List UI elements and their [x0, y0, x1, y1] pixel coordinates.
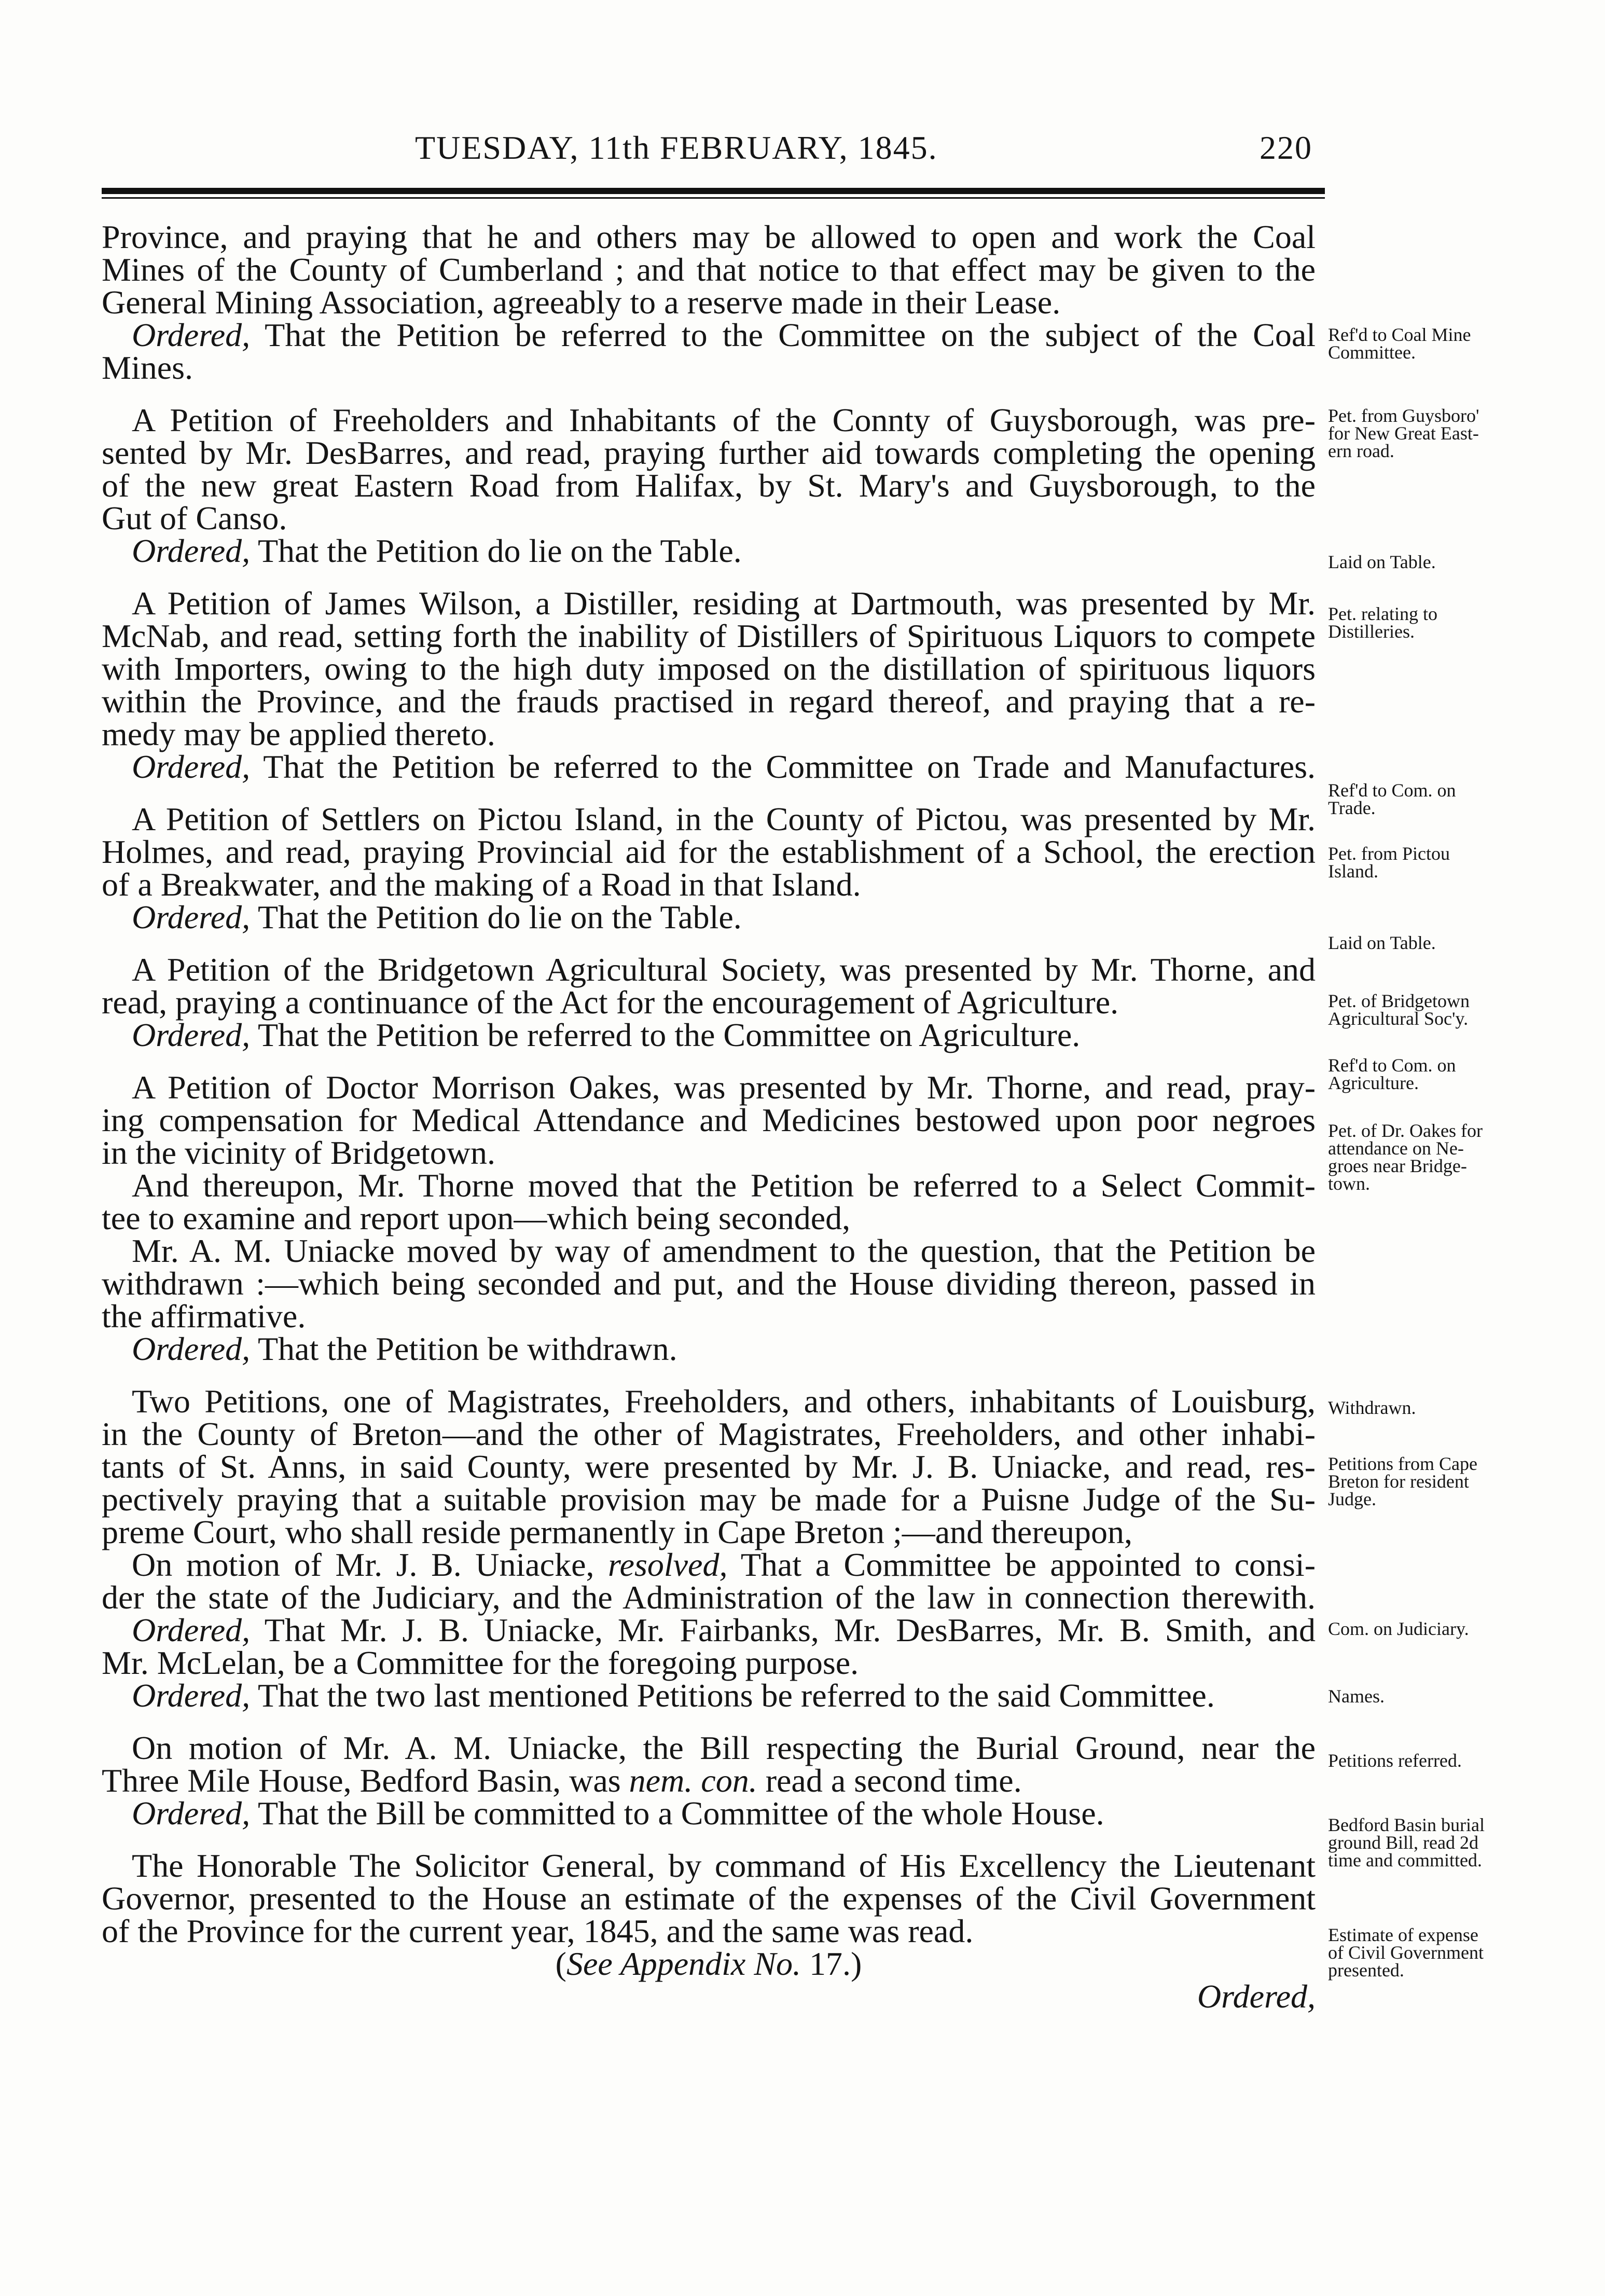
line-text: McNab, and read, setting forth the inability of Distillers of Spirituous Liquors to compete	[102, 617, 1316, 654]
text-line	[102, 1234, 1316, 1267]
margin-note-line: Pet. from Guysboro'	[1328, 405, 1479, 426]
margin-note-line: Pet. of Dr. Oakes for	[1328, 1120, 1483, 1141]
text-line	[102, 617, 1316, 654]
margin-note-line: Laid on Table.	[1328, 932, 1436, 953]
line-text: And thereupon, Mr. Thorne moved that the Petition be referred to a Select Commit-	[132, 1167, 1316, 1204]
ordered-label: Ordered,	[132, 748, 251, 785]
line-text: That the Petition be referred to the Committee on the subject of the Coal	[250, 317, 1316, 353]
entry-paragraph	[102, 319, 1316, 384]
line-text: tee to examine and report upon—which being seconded,	[102, 1200, 851, 1236]
text-line	[102, 652, 1316, 685]
line-text: A Petition of the Bridgetown Agricultural Society, was presented by Mr. Thorne, and	[132, 951, 1316, 988]
margin-note-line: Pet. from Pictou	[1328, 843, 1450, 864]
line-text: in the County of Breton—and the other of Magistrates, Freeholders, and other inhabi-	[102, 1415, 1316, 1452]
margin-note-line: Pet. relating to	[1328, 603, 1437, 624]
margin-note-line: Trade.	[1328, 798, 1376, 818]
text-line	[102, 1646, 1316, 1679]
paragraph-gap	[102, 783, 1316, 803]
margin-note	[1328, 992, 1598, 1027]
margin-note-line: Petitions from Cape	[1328, 1453, 1477, 1474]
text-line	[102, 1415, 1316, 1452]
line-text: the affirmative.	[102, 1298, 306, 1335]
line-text: Mines of the County of Cumberland ; and that notice to that effect may be given to the	[102, 251, 1316, 288]
margin-note-line: Laid on Table.	[1328, 552, 1436, 572]
paragraph-gap	[102, 1051, 1316, 1071]
margin-note	[1328, 1926, 1598, 1979]
margin-note	[1328, 1056, 1598, 1092]
text-line	[102, 1483, 1316, 1516]
ordered-label: Ordered,	[132, 317, 251, 353]
text-line	[102, 1849, 1316, 1882]
margin-note-line: attendance on Ne-	[1328, 1138, 1464, 1159]
margin-note-line: ern road.	[1328, 441, 1394, 461]
margin-note-line: Com. on Judiciary.	[1328, 1618, 1469, 1639]
text-line	[102, 1581, 1316, 1614]
entry-paragraph	[102, 801, 1316, 936]
ordered-label: Ordered,	[132, 1795, 251, 1832]
text-line	[102, 835, 1316, 868]
line-text: Gut of Canso.	[102, 500, 287, 537]
line-text: Province, and praying that he and others may be allowed to open and work the Coal	[102, 218, 1316, 255]
margin-note-line: for New Great East-	[1328, 423, 1479, 444]
entry-paragraph	[102, 953, 1316, 1051]
margin-note	[1328, 1620, 1598, 1638]
ordered-label: Ordered,	[132, 1677, 251, 1714]
line-text: That the Petition be referred to the Committee on Agriculture.	[250, 1016, 1081, 1053]
margin-note-line: Bedford Basin burial	[1328, 1814, 1485, 1835]
margin-note-line: town.	[1328, 1173, 1370, 1194]
italic-phrase: resolved,	[608, 1546, 728, 1583]
ordered-label: Ordered,	[132, 532, 251, 569]
text-line	[102, 1267, 1316, 1300]
line-text-continued: read a second time.	[757, 1762, 1022, 1799]
line-text: On motion of Mr. J. B. Uniacke,	[132, 1546, 608, 1583]
margin-note-line: of Civil Government	[1328, 1942, 1484, 1963]
paragraph-gap	[102, 1830, 1316, 1849]
text-line	[102, 1202, 1316, 1234]
line-text: General Mining Association, agreeably to a reserve made in their Lease.	[102, 284, 1061, 321]
text-line	[102, 953, 1316, 986]
text-line	[102, 587, 1316, 620]
line-text: der the state of the Judiciary, and the Administration of the law in connection therewith.	[102, 1579, 1316, 1616]
text-line	[102, 1882, 1316, 1915]
line-text: That Mr. J. B. Uniacke, Mr. Fairbanks, Mr. DesBarres, Mr. B. Smith, and	[250, 1612, 1316, 1648]
entry-paragraph	[102, 218, 1316, 321]
text-line	[102, 1071, 1316, 1104]
text-line	[102, 1731, 1316, 1764]
line-text: within the Province, and the frauds practised in regard thereof, and praying that a re-	[102, 683, 1316, 720]
text-line	[102, 1136, 1316, 1169]
line-text: of the new great Eastern Road from Halifax, by St. Mary's and Guysborough, to the	[102, 467, 1316, 504]
line-text: Mines.	[102, 349, 193, 386]
text-line	[102, 500, 1316, 537]
page-number: 220	[1260, 129, 1312, 166]
text-line	[102, 803, 1316, 835]
paragraph-gap	[102, 567, 1316, 587]
text-line	[102, 1548, 1316, 1581]
line-text: preme Court, who shall reside permanently in Cape Breton ;—and thereupon,	[102, 1514, 1133, 1550]
margin-note-line: Names.	[1328, 1686, 1385, 1707]
margin-note-line: Petitions referred.	[1328, 1750, 1462, 1771]
line-text: Three Mile House, Bedford Basin, was	[102, 1762, 629, 1799]
text-line	[102, 1947, 1316, 1980]
line-text: A Petition of Doctor Morrison Oakes, was presented by Mr. Thorne, and read, pray-	[132, 1069, 1316, 1106]
entry-paragraph	[102, 1849, 1316, 2013]
text-line	[102, 899, 1316, 936]
text-line	[102, 1016, 1316, 1053]
margin-note-line: Ref'd to Coal Mine	[1328, 324, 1471, 345]
line-text: That the Bill be committed to a Committee of the whole House.	[250, 1795, 1104, 1832]
line-text: sented by Mr. DesBarres, and read, praying further aid towards completing the opening	[102, 434, 1316, 471]
margin-note	[1328, 1399, 1598, 1417]
header-rule-thick	[102, 188, 1325, 194]
line-text: with Importers, owing to the high duty imposed on the distillation of spirituous liquors	[102, 650, 1316, 687]
margin-note-line: Estimate of expense	[1328, 1924, 1478, 1945]
line-text: ing compensation for Medical Attendance and Medicines bestowed upon poor negroes	[102, 1102, 1316, 1138]
line-text: That the Petition be withdrawn.	[250, 1330, 677, 1367]
text-line	[102, 1980, 1316, 2013]
margin-note	[1328, 1816, 1598, 1869]
line-text: in the vicinity of Bridgetown.	[102, 1134, 495, 1171]
line-text: tants of St. Anns, in said County, were presented by Mr. J. B. Uniacke, and read, res-	[102, 1448, 1316, 1485]
text-line	[102, 718, 1316, 750]
line-text: Mr. A. M. Uniacke moved by way of amendment to the question, that the Petition be	[132, 1232, 1316, 1269]
line-text-continued: That a Committee be appointed to consi-	[727, 1546, 1316, 1583]
text-line	[102, 253, 1316, 286]
text-line	[102, 469, 1316, 502]
text-line	[102, 1614, 1316, 1646]
line-text-continued: 17.)	[801, 1945, 862, 1982]
text-line	[102, 404, 1316, 436]
line-text: Governor, presented to the House an estimate of the expenses of the Civil Government	[102, 1880, 1316, 1917]
margin-note	[1328, 326, 1598, 361]
journal-body	[102, 218, 1316, 2015]
text-line	[102, 1450, 1316, 1483]
paragraph-gap	[102, 384, 1316, 404]
margin-note-line: Breton for resident	[1328, 1471, 1469, 1492]
text-line	[102, 1516, 1316, 1548]
text-line	[102, 286, 1316, 319]
ordered-label: Ordered,	[132, 1612, 251, 1648]
line-text: Holmes, and read, praying Provincial aid for the establishment of a School, the erection	[102, 833, 1316, 870]
entry-paragraph	[102, 1071, 1316, 1365]
margin-note-line: Island.	[1328, 861, 1378, 882]
ordered-label: Ordered,	[132, 1330, 251, 1367]
text-line	[102, 1764, 1316, 1797]
entry-paragraph	[102, 1731, 1316, 1830]
line-text: On motion of Mr. A. M. Uniacke, the Bill respecting the Burial Ground, near the	[132, 1729, 1316, 1766]
text-line	[102, 319, 1316, 351]
text-line	[102, 351, 1316, 384]
line-text: A Petition of James Wilson, a Distiller, residing at Dartmouth, was presented by Mr.	[132, 585, 1316, 622]
text-line	[102, 986, 1316, 1019]
text-line	[102, 1915, 1316, 1947]
text-line	[102, 534, 1316, 567]
line-text: read, praying a continuance of the Act for the encouragement of Agriculture.	[102, 984, 1119, 1021]
text-line	[102, 218, 1316, 255]
entry-paragraph	[102, 404, 1316, 567]
text-line	[102, 1385, 1316, 1418]
margin-note-line: presented.	[1328, 1960, 1404, 1981]
text-line	[102, 685, 1316, 718]
paragraph-gap	[102, 933, 1316, 953]
line-text: A Petition of Freeholders and Inhabitants of the Connty of Guysborough, was pre-	[132, 402, 1316, 438]
margin-note-line: time and committed.	[1328, 1850, 1482, 1871]
line-text: That the Petition be referred to the Committee on Trade and Manufactures.	[250, 748, 1316, 785]
margin-note-line: Distilleries.	[1328, 621, 1415, 642]
line-text: That the Petition do lie on the Table.	[250, 899, 742, 936]
text-line	[102, 868, 1316, 901]
text-line	[102, 1169, 1316, 1202]
page-header-title: TUESDAY, 11th FEBRUARY, 1845.	[415, 129, 938, 166]
margin-note	[1328, 553, 1598, 571]
margin-note	[1328, 407, 1598, 460]
text-line	[102, 1679, 1316, 1712]
margin-note-line: ground Bill, read 2d	[1328, 1832, 1478, 1853]
paragraph-gap	[102, 1365, 1316, 1385]
text-line	[102, 1797, 1316, 1830]
text-line	[102, 436, 1316, 469]
paragraph-gap	[102, 1712, 1316, 1731]
margin-note	[1328, 781, 1598, 817]
ordered-label: Ordered,	[132, 1016, 251, 1053]
line-text: Two Petitions, one of Magistrates, Freeholders, and others, inhabitants of Louisburg,	[132, 1383, 1316, 1420]
margin-note-line: Ref'd to Com. on	[1328, 780, 1456, 801]
margin-note	[1328, 1752, 1598, 1769]
line-text: That the two last mentioned Petitions be referred to the said Committee.	[250, 1677, 1215, 1714]
margin-note	[1328, 934, 1598, 952]
text-line	[102, 750, 1316, 783]
margin-note	[1328, 1687, 1598, 1705]
italic-phrase: See Appendix No.	[566, 1945, 801, 1982]
ordered-label: Ordered,	[1197, 1978, 1316, 2015]
margin-note-line: Committee.	[1328, 342, 1416, 363]
margin-note-line: Agricultural Soc'y.	[1328, 1008, 1469, 1029]
ordered-label: Ordered,	[132, 899, 251, 936]
line-text: medy may be applied thereto.	[102, 716, 495, 752]
line-text: withdrawn :—which being seconded and put, and the House dividing thereon, passed in	[102, 1265, 1316, 1302]
header-rule-thin	[102, 197, 1325, 199]
line-text: of a Breakwater, and the making of a Road in that Island.	[102, 866, 861, 903]
margin-note-line: groes near Bridge-	[1328, 1156, 1467, 1176]
margin-note	[1328, 845, 1598, 880]
line-text: A Petition of Settlers on Pictou Island, in the County of Pictou, was presented by Mr.	[132, 801, 1316, 837]
margin-note-line: Judge.	[1328, 1489, 1376, 1509]
margin-note-line: Pet. of Bridgetown	[1328, 991, 1470, 1011]
margin-note	[1328, 605, 1598, 640]
line-text: (	[555, 1945, 566, 1982]
italic-phrase: nem. con.	[629, 1762, 757, 1799]
margin-note	[1328, 1122, 1598, 1192]
text-line	[102, 1298, 1316, 1335]
margin-note-line: Agriculture.	[1328, 1073, 1419, 1093]
text-line	[102, 1332, 1316, 1365]
entry-paragraph	[102, 1385, 1316, 1712]
margin-note-line: Ref'd to Com. on	[1328, 1055, 1456, 1076]
line-text: pectively praying that a suitable provision may be made for a Puisne Judge of the Su-	[102, 1481, 1316, 1518]
line-text: That the Petition do lie on the Table.	[250, 532, 742, 569]
entry-paragraph	[102, 587, 1316, 783]
line-text: of the Province for the current year, 1845, and the same was read.	[102, 1913, 974, 1949]
line-text: The Honorable The Solicitor General, by command of His Excellency the Lieutenant	[132, 1847, 1316, 1884]
margin-note	[1328, 1455, 1598, 1508]
line-text: Mr. McLelan, be a Committee for the foregoing purpose.	[102, 1644, 859, 1681]
margin-note-line: Withdrawn.	[1328, 1397, 1416, 1418]
text-line	[102, 1104, 1316, 1136]
